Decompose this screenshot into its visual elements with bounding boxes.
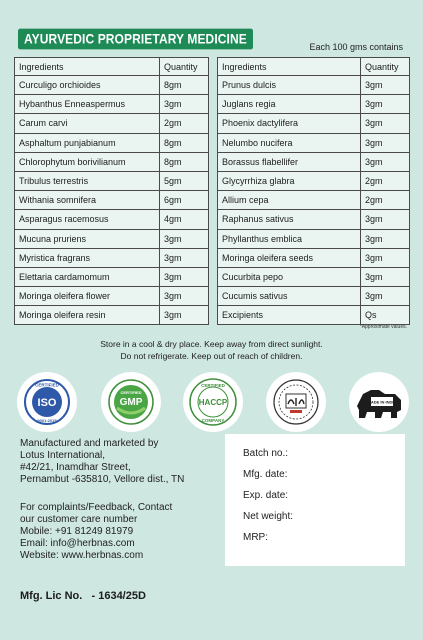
ingredient-name: Mucuna pruriens <box>15 229 160 248</box>
halal-badge <box>266 372 326 432</box>
table-row <box>15 191 209 210</box>
table-row <box>218 191 410 210</box>
ingredient-quantity: 8gm <box>160 152 209 171</box>
table-row <box>218 229 410 248</box>
ingredient-name: Carum carvi <box>15 114 160 133</box>
ingredient-quantity: 4gm <box>160 210 209 229</box>
table-row <box>15 152 209 171</box>
ingredient-name: Nelumbo nucifera <box>218 133 361 152</box>
ingredient-quantity: 3gm <box>160 287 209 306</box>
ingredient-quantity: 3gm <box>361 229 410 248</box>
ingredient-name: Withania somnifera <box>15 191 160 210</box>
table-row <box>15 210 209 229</box>
ingredient-quantity: 3gm <box>160 95 209 114</box>
approximate-values-note: *Approximate values. <box>359 324 407 330</box>
table-row <box>15 267 209 286</box>
ingredient-name: Myristica fragrans <box>15 248 160 267</box>
ingredient-name: Moringa oleifera flower <box>15 287 160 306</box>
ingredient-quantity: 6gm <box>160 191 209 210</box>
table-header-row <box>15 58 209 76</box>
iso-main-text: ISO <box>37 397 57 409</box>
iso-bottom-text: 9001:2015 <box>37 418 57 423</box>
ingredient-quantity: 2gm <box>361 191 410 210</box>
contact-line: our customer care number <box>20 514 138 525</box>
gmp-certified-badge <box>101 372 161 432</box>
ingredient-name: Chlorophytum borivilianum <box>15 152 160 171</box>
make-in-india-badge <box>349 372 409 432</box>
ingredient-quantity: 3gm <box>361 76 410 95</box>
contact-mobile: Mobile: +91 81249 81979 <box>20 526 134 537</box>
haccp-bottom-text: COMPANY <box>201 418 225 423</box>
ingredient-name: Hybanthus Enneaspermus <box>15 95 160 114</box>
contact-website: Website: www.herbnas.com <box>20 550 144 561</box>
lion-icon <box>353 382 405 422</box>
table-row <box>218 287 410 306</box>
table-row <box>218 152 410 171</box>
certification-badges <box>0 372 423 436</box>
storage-line: Store in a cool & dry place. Keep away from direct sunlight. <box>100 339 323 349</box>
ingredient-name: Phoenix dactylifera <box>218 114 361 133</box>
haccp-top-text: CERTIFIED <box>201 383 225 388</box>
storage-line: Do not refrigerate. Keep out of reach of children. <box>120 351 303 361</box>
ingredient-quantity: 3gm <box>361 133 410 152</box>
manufacturing-license-number: Mfg. Lic No. - 1634/25D <box>20 590 146 602</box>
ingredient-quantity: Qs <box>361 306 410 325</box>
table-row <box>15 306 209 325</box>
ingredient-name: Glycyrrhiza glabra <box>218 171 361 190</box>
contact-line: For complaints/Feedback, Contact <box>20 502 173 513</box>
table-header-row <box>218 58 410 76</box>
gmp-top-text: CERTIFIED <box>120 390 142 395</box>
ingredient-name: Moringa oleifera seeds <box>218 248 361 267</box>
manufacturer-line: #42/21, Inamdhar Street, <box>20 462 131 473</box>
table-row <box>15 248 209 267</box>
table-row <box>218 114 410 133</box>
table-row <box>15 114 209 133</box>
table-row <box>15 229 209 248</box>
haccp-main-text: HACCP <box>198 398 228 407</box>
gmp-seal-icon <box>107 378 155 426</box>
iso-certified-badge <box>17 372 77 432</box>
haccp-seal-icon <box>188 377 238 427</box>
column-header-ingredients: Ingredients <box>15 58 160 76</box>
ingredient-name: Asparagus racemosus <box>15 210 160 229</box>
ingredient-quantity: 3gm <box>361 152 410 171</box>
ingredient-name: Phyllanthus emblica <box>218 229 361 248</box>
table-row <box>218 171 410 190</box>
ingredient-name: Raphanus sativus <box>218 210 361 229</box>
iso-seal-icon <box>23 378 71 426</box>
ingredient-quantity: 8gm <box>160 76 209 95</box>
table-row <box>218 267 410 286</box>
ingredient-name: Elettaria cardamomum <box>15 267 160 286</box>
manufacturer-line: Lotus International, <box>20 450 106 461</box>
product-category-title: AYURVEDIC PROPRIETARY MEDICINE <box>18 29 253 50</box>
table-row <box>218 210 410 229</box>
exp-date-label: Exp. date: <box>243 490 289 501</box>
ingredient-quantity: 2gm <box>160 114 209 133</box>
mfg-date-label: Mfg. date: <box>243 469 288 480</box>
ingredient-quantity: 3gm <box>361 287 410 306</box>
mrp-label: MRP: <box>243 532 268 543</box>
table-row <box>218 76 410 95</box>
ingredient-name: Borassus flabellifer <box>218 152 361 171</box>
manufacturer-line: Pernambut -635810, Vellore dist., TN <box>20 474 185 485</box>
table-row <box>15 171 209 190</box>
ingredient-quantity: 3gm <box>361 95 410 114</box>
ingredient-quantity: 3gm <box>160 248 209 267</box>
serving-note: Each 100 gms contains <box>309 42 403 52</box>
column-header-quantity: Quantity <box>361 58 410 76</box>
storage-instructions <box>0 338 423 362</box>
ingredient-name: Curculigo orchioides <box>15 76 160 95</box>
iso-top-text: CERTIFIED <box>35 382 59 388</box>
halal-seal-icon <box>272 378 320 426</box>
ingredient-quantity: 3gm <box>160 229 209 248</box>
ingredient-name: Moringa oleifera resin <box>15 306 160 325</box>
table-row <box>218 133 410 152</box>
ingredient-name: Tribulus terrestris <box>15 171 160 190</box>
ingredient-quantity: 3gm <box>160 267 209 286</box>
ingredient-quantity: 3gm <box>160 306 209 325</box>
column-header-ingredients: Ingredients <box>218 58 361 76</box>
ingredient-name: Juglans regia <box>218 95 361 114</box>
table-row <box>218 248 410 267</box>
haccp-certified-badge <box>183 372 243 432</box>
manufacturer-line: Manufactured and marketed by <box>20 438 159 449</box>
ingredient-quantity: 5gm <box>160 171 209 190</box>
ingredient-name: Asphaltum punjabianum <box>15 133 160 152</box>
net-weight-label: Net weight: <box>243 511 294 522</box>
ingredient-quantity: 3gm <box>361 210 410 229</box>
ingredient-name: Allium cepa <box>218 191 361 210</box>
ingredient-name: Excipients <box>218 306 361 325</box>
table-row <box>15 95 209 114</box>
ingredient-name: Cucumis sativus <box>218 287 361 306</box>
table-row <box>15 133 209 152</box>
manufacturer-info <box>20 438 184 486</box>
ingredient-name: Cucurbita pepo <box>218 267 361 286</box>
ingredient-quantity: 8gm <box>160 133 209 152</box>
batch-number-label: Batch no.: <box>243 448 289 459</box>
ingredient-quantity: 3gm <box>361 248 410 267</box>
ingredient-name: Prunus dulcis <box>218 76 361 95</box>
ingredient-quantity: 2gm <box>361 171 410 190</box>
ingredients-table-right <box>217 57 410 325</box>
contact-email: Email: info@herbnas.com <box>20 538 135 549</box>
make-in-india-text: MADE IN INDIA <box>367 399 397 405</box>
table-row <box>218 95 410 114</box>
ingredient-quantity: 3gm <box>361 267 410 286</box>
ingredient-quantity: 3gm <box>361 114 410 133</box>
column-header-quantity: Quantity <box>160 58 209 76</box>
table-row <box>15 287 209 306</box>
table-row <box>218 306 410 325</box>
gmp-main-text: GMP <box>119 397 143 408</box>
table-row <box>15 76 209 95</box>
batch-details-box <box>225 434 405 566</box>
ingredients-table-left <box>14 57 209 325</box>
customer-contact-info <box>20 502 172 562</box>
